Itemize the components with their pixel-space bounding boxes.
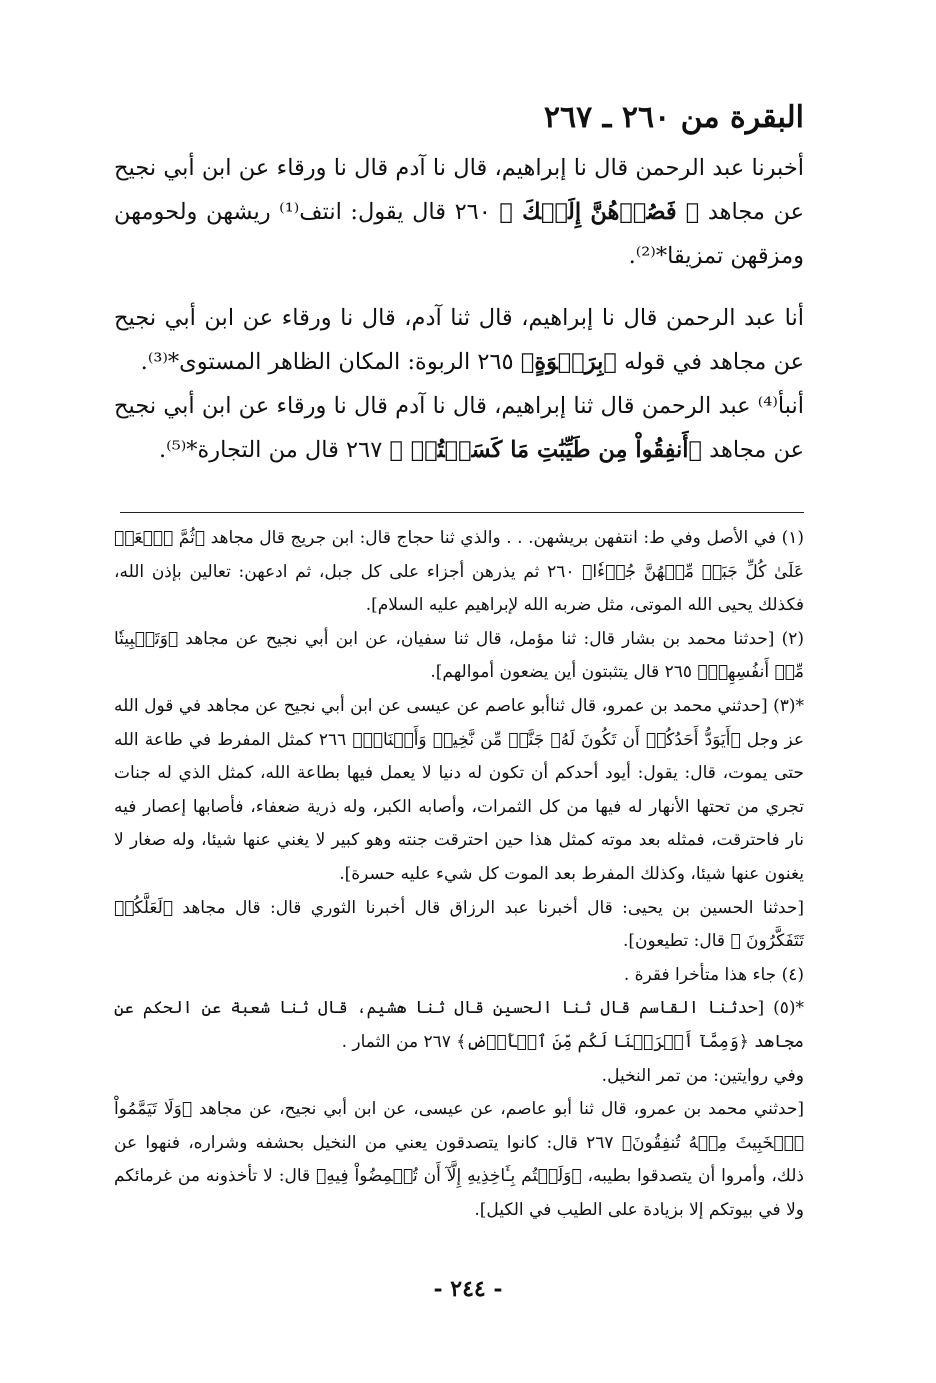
main-text [114, 146, 804, 472]
footnote-5-continued: [حدثني محمد بن عمرو، قال ثنا أبو عاصم، عن عيسى، عن ابن أبي نجيح، عن مجاهد ﴿وَلَا تَيَمَّمُواْ ٱلۡخَبِيثَ مِنۡهُ تُنفِقُونَ﴾ ٢٦٧ قال: كانوا يتصدقون يعني من النخيل بحشفه وشراره، فنهوا عن ذلك، وأمروا أن يتصدقوا بطيبه، ﴿وَلَسۡتُم بِـَٔاخِذِيهِ إِلَّآ أَن تُغۡمِضُواْ فِيهِ﴾ قال: لا تأخذونه من غرمائكم ولا في بيوتكم إلا بزيادة على الطيب في الكيل]. [114, 1099, 804, 1220]
footnote-3: *(٣) [حدثني محمد بن عمرو، قال ثناأبو عاصم عن عيسى عن ابن أبي نجيح عن مجاهد في قول الله عز وجل ﴿أَيَوَدُّ أَحَدُكُمۡ أَن تَكُونَ لَهُۥ جَنَّةٞ مِّن نَّخِيلٖ وَأَعۡنَابٖ﴾ ٢٦٦ كمثل المفرط في طاعة الله حتى يموت، قال: يقول: أيود أحدكم أن تكون له دنيا لا يعمل فيها بطاعة الله، كمثل الذي له جنات تجري من تحتها الأنهار له فيها من كل الثمرات، وأصابه الكبر، وله ذرية ضعفاء، فأصابها إعصار فيه نار فاحترقت، فمثله بعد موته كمثل هذا حين احترقت جنته وهو كبير لا يغني عنها شيئا، وله صغار لا يغنون عنها شيئا، وكذلك المفرط بعد الموت كل شيء عليه حسرة]. [114, 695, 804, 884]
quran-quote: ﴿أَنفِقُواْ مِن طَيِّبَٰتِ مَا كَسَبۡتُمۡ ﴾ [389, 437, 703, 463]
footnote-5-variant: وفي روايتين: من تمر النخيل. [601, 1065, 804, 1086]
main-paragraph-1 [114, 146, 804, 278]
main-paragraph-3 [114, 384, 804, 472]
footnote-3-continued: [حدثنا الحسين بن يحيى: قال أخبرنا عبد الرزاق قال أخبرنا الثوري قال: قال مجاهد ﴿لَعَلَّكُمۡ تَتَفَكَّرُونَ ﴾ قال: تطيعون]. [114, 897, 804, 952]
footnote-4: (٤) جاء هذا متأخرا فقرة . [623, 964, 804, 985]
footnote-divider [120, 512, 804, 513]
footnote-2: (٢) [حدثنا محمد بن بشار قال: ثنا مؤمل، قال ثنا سفيان، عن ابن أبي نجيح عن مجاهد ﴿وَتَثۡبِيتٗا مِّنۡ أَنفُسِهِمۡ﴾ ٢٦٥ قال يتثبتون أين يضعون أموالهم]. [114, 628, 804, 683]
footnote-5: *(٥) [حدثنا القاسم قال ثنا الحسين قال ثنا هشيم، قال ثنا شعبة عن الحكم عن مجاهد ﴿وَمِمَّآ أَخۡرَجۡنَا لَكُم مِّنَ ٱلۡأَرۡضِ﴾ ٢٦٧ من الثمار . [114, 998, 804, 1052]
section-heading: البقرة من ٢٦٠ ـ ٢٦٧ [543, 100, 804, 135]
paragraph-text: أنا عبد الرحمن قال نا إبراهيم، قال ثنا آدم، قال نا ورقاء عن ابن أبي نجيح عن مجاهد في قوله [114, 305, 804, 375]
paragraph-text: أنبأ⁽⁴⁾ عبد الرحمن قال ثنا إبراهيم، قال نا آدم قال نا ورقاء عن ابن أبي نجيح عن مجاهد [114, 393, 804, 463]
paragraph-text: ٢٦٧ قال من التجارة*⁽⁵⁾. [159, 437, 390, 463]
quran-quote: ﴿بِرَبۡوَةٍ﴾ [520, 349, 617, 375]
quran-quote: ﴿ فَصُرۡهُنَّ إِلَيۡكَ ﴾ [499, 199, 700, 225]
footnote-1: (١) في الأصل وفي ط: انتفهن بريشهن. . . والذي ثنا حجاج قال: ابن جريج قال مجاهد ﴿ثُمَّ ٱجۡعَلۡ عَلَىٰ كُلِّ جَبَلٖ مِّنۡهُنَّ جُزۡءٗا﴾ ٢٦٠ ثم يذرهن أجزاء على كل جبل، ثم ادعهن: تعالين بإذن الله، فكذلك يحيى الله الموتى، مثل ضربه الله لإبراهيم عليه السلام]. [114, 528, 804, 616]
page-number: - ٢٤٤ - [433, 1276, 503, 1302]
paragraph-text: ٢٦٠ قال يقول: انتف⁽¹⁾ ريشهن ولحومهن ومزقهن تمزيقا*⁽²⁾. [114, 199, 804, 269]
paragraph-text: ٢٦٥ الربوة: المكان الظاهر المستوى*⁽³⁾. [140, 349, 521, 375]
footnotes [114, 522, 804, 1227]
paragraph-text: أخبرنا عبد الرحمن قال نا إبراهيم، قال نا آدم قال نا ورقاء عن ابن أبي نجيح عن مجاهد [114, 155, 805, 225]
main-paragraph-2 [114, 296, 804, 384]
